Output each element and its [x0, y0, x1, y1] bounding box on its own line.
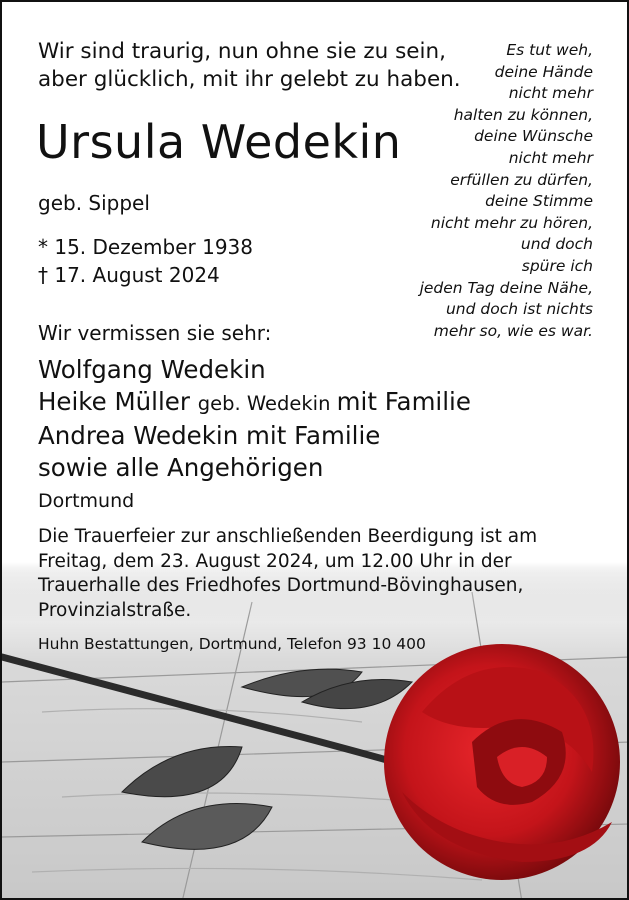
birth-date: * 15. Dezember 1938	[38, 235, 253, 259]
rose-leaves	[122, 669, 412, 849]
ceremony-line: Provinzialstraße.	[38, 599, 192, 621]
ceremony-line: Trauerhalle des Friedhofes Dortmund-Bövinghausen,	[38, 575, 524, 596]
poem-line: Es tut weh,	[506, 41, 593, 59]
life-dates	[38, 233, 253, 289]
undertaker-info: Huhn Bestattungen, Dortmund, Telefon 93 10 400	[38, 635, 426, 653]
intro-line: Wir sind traurig, nun ohne sie zu sein,	[38, 39, 446, 64]
mourner-line	[38, 386, 471, 420]
mourner-line: Andrea Wedekin mit Familie	[38, 421, 381, 450]
mourners-heading: Wir vermissen sie sehr:	[38, 321, 272, 345]
mourner-family: mit Familie	[336, 387, 471, 416]
deceased-name: Ursula Wedekin	[36, 115, 402, 169]
mourner-name: Heike Müller	[38, 387, 198, 416]
poem-line: nicht mehr zu hören,	[430, 213, 593, 232]
poem-line: jeden Tag deine Nähe,	[419, 278, 593, 297]
poem-line: nicht mehr	[508, 84, 593, 103]
poem-line: spüre ich	[521, 256, 593, 275]
maiden-name: geb. Sippel	[38, 191, 150, 215]
poem-line: und doch	[520, 235, 593, 254]
mourner-line: Wolfgang Wedekin	[38, 355, 266, 384]
poem-line: und doch ist nichts	[445, 300, 593, 319]
poem	[420, 40, 593, 342]
mourner-line: sowie alle Angehörigen	[38, 453, 324, 482]
ceremony-line: Freitag, dem 23. August 2024, um 12.00 Uhr in der	[38, 550, 512, 572]
ceremony-line: Die Trauerfeier zur anschließenden Beerdigung ist am	[38, 526, 538, 547]
mourners-list	[38, 354, 471, 484]
intro-text	[38, 38, 461, 94]
death-date: † 17. August 2024	[38, 263, 220, 287]
poem-line: deine Stimme	[485, 192, 593, 211]
mourners-city: Dortmund	[38, 490, 135, 512]
mourner-maiden-name: geb. Wedekin	[197, 392, 337, 415]
poem-line: halten zu können,	[453, 105, 593, 124]
poem-line: nicht mehr	[508, 148, 593, 167]
poem-line: mehr so, wie es war.	[433, 321, 593, 340]
ceremony-info	[38, 525, 537, 623]
intro-line: aber glücklich, mit ihr gelebt zu haben.	[38, 67, 461, 92]
poem-line: deine Wünsche	[474, 127, 593, 146]
poem-line: erfüllen zu dürfen,	[450, 170, 593, 189]
poem-line: deine Hände	[494, 62, 593, 81]
rose-blossom	[384, 644, 620, 880]
